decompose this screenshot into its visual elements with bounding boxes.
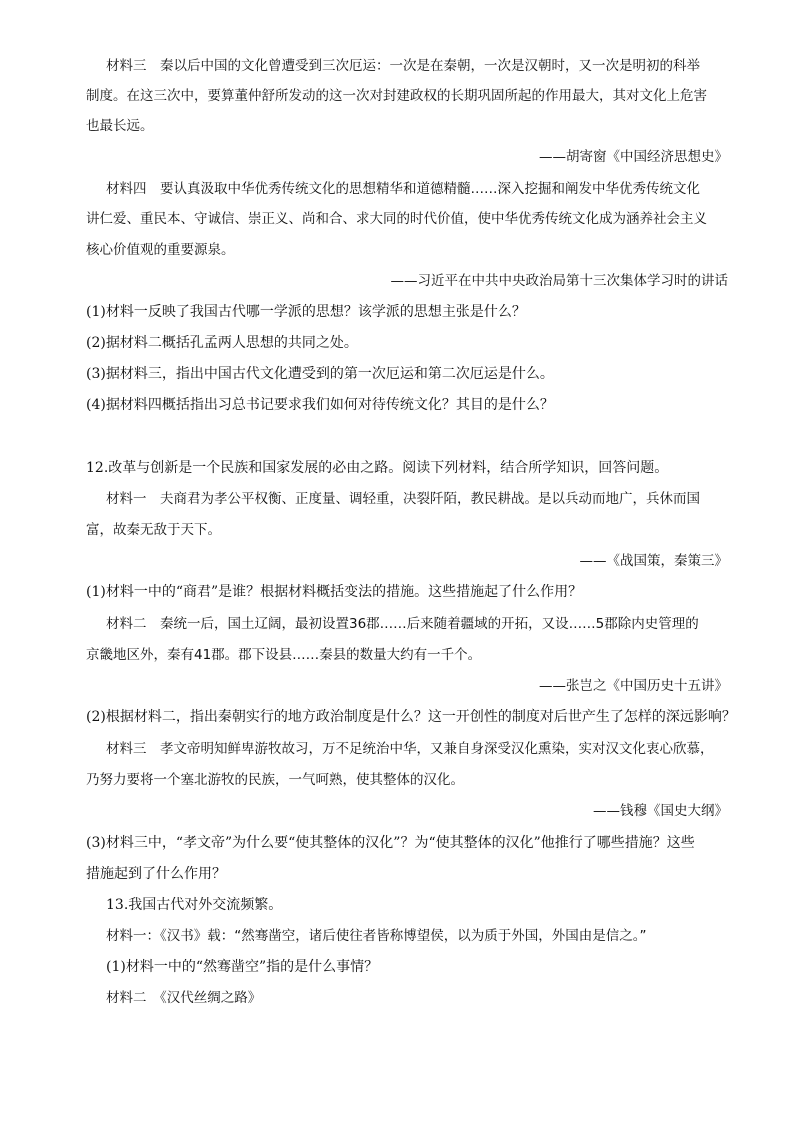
- material-4-line-3: 核心价值观的重要源泉。: [86, 242, 235, 258]
- q12-material-2-line-2: 京畿地区外，秦有41郡。郡下设县……秦县的数量大约有一千个。: [86, 647, 482, 663]
- question-13-heading: 13.我国古代对外交流频繁。: [106, 897, 283, 913]
- question-item-continued: 措施起到了什么作用？: [86, 866, 226, 882]
- source-citation: ——习近平在中共中央政治局第十三次集体学习时的讲话: [390, 273, 728, 289]
- question-item: (2)根据材料二，指出秦朝实行的地方政治制度是什么？这一开创性的制度对后世产生了怎样的深远影响？: [86, 709, 736, 725]
- q12-material-3-line-2: 乃努力要将一个塞北游牧的民族，一气呵熟，使其整体的汉化。: [86, 772, 464, 788]
- question-item: (3)据材料三，指出中国古代文化遭受到的第一次厄运和第二次厄运是什么。: [86, 366, 554, 382]
- question-item: (4)据材料四概括指出习总书记要求我们如何对待传统文化？其目的是什么？: [86, 397, 554, 413]
- material-4-line-2: 讲仁爱、重民本、守诚信、崇正义、尚和合、求大同的时代价值，使中华优秀传统文化成为涵养社会主义: [86, 211, 707, 227]
- material-4-line-1: 材料四 要认真汲取中华优秀传统文化的思想精华和道德精髓……深入挖掘和阐发中华优秀传统文化: [106, 181, 700, 197]
- question-12-heading: 12.改革与创新是一个民族和国家发展的必由之路。阅读下列材料，结合所学知识，回答问题。: [86, 460, 669, 476]
- question-item: (2)据材料二概括孔孟两人思想的共同之处。: [86, 335, 358, 351]
- question-item: (1)材料一中的“商君”是谁？根据材料概括变法的措施。这些措施起了什么作用？: [86, 584, 583, 600]
- question-item: (3)材料三中，“孝文帝”为什么要“使其整体的汉化”？为“使其整体的汉化”他推行了哪些措施？这些: [86, 835, 695, 851]
- source-citation: ——张岂之《中国历史十五讲》: [539, 678, 728, 694]
- question-item: (1)材料一反映了我国古代哪一学派的思想？该学派的思想主张是什么？: [86, 304, 526, 320]
- q13-material-2-title: 材料二 《汉代丝绸之路》: [106, 990, 262, 1006]
- material-3-line-2: 制度。在这三次中，要算董仲舒所发动的这一次对封建政权的长期巩固所起的作用最大，其对文化上危害: [86, 88, 707, 104]
- q12-material-1-line-1: 材料一 夫商君为孝公平权衡、正度量、调轻重，决裂阡陌，教民耕战。是以兵动而地广，兵休而国: [106, 491, 700, 507]
- q12-material-1-line-2: 富，故秦无敌于天下。: [86, 522, 221, 538]
- q12-material-2-line-1: 材料二 秦统一后，国土辽阔，最初设置36郡……后来随着疆域的开拓，又设……5郡除内史管理的: [106, 616, 699, 632]
- q12-material-3-line-1: 材料三 孝文帝明知鲜卑游牧故习，万不足统治中华，又兼自身深受汉化熏染，实对汉文化衷心欣慕，: [106, 741, 714, 757]
- material-3-line-1: 材料三 秦以后中国的文化曾遭受到三次厄运：一次是在秦朝，一次是汉朝时，又一次是明初的科举: [106, 58, 700, 74]
- source-citation: ——钱穆《国史大纲》: [593, 803, 728, 819]
- question-item: (1)材料一中的“然骞凿空”指的是什么事情？: [106, 959, 379, 975]
- material-3-line-3: 也最长远。: [86, 118, 154, 134]
- source-citation: ——胡寄窗《中国经济思想史》: [539, 149, 728, 165]
- q13-material-1: 材料一：《汉书》载：“然骞凿空，诸后使往者皆称博望侯，以为质于外国，外国由是信之。”: [106, 928, 647, 944]
- source-citation: ——《战国策，秦策三》: [579, 553, 728, 569]
